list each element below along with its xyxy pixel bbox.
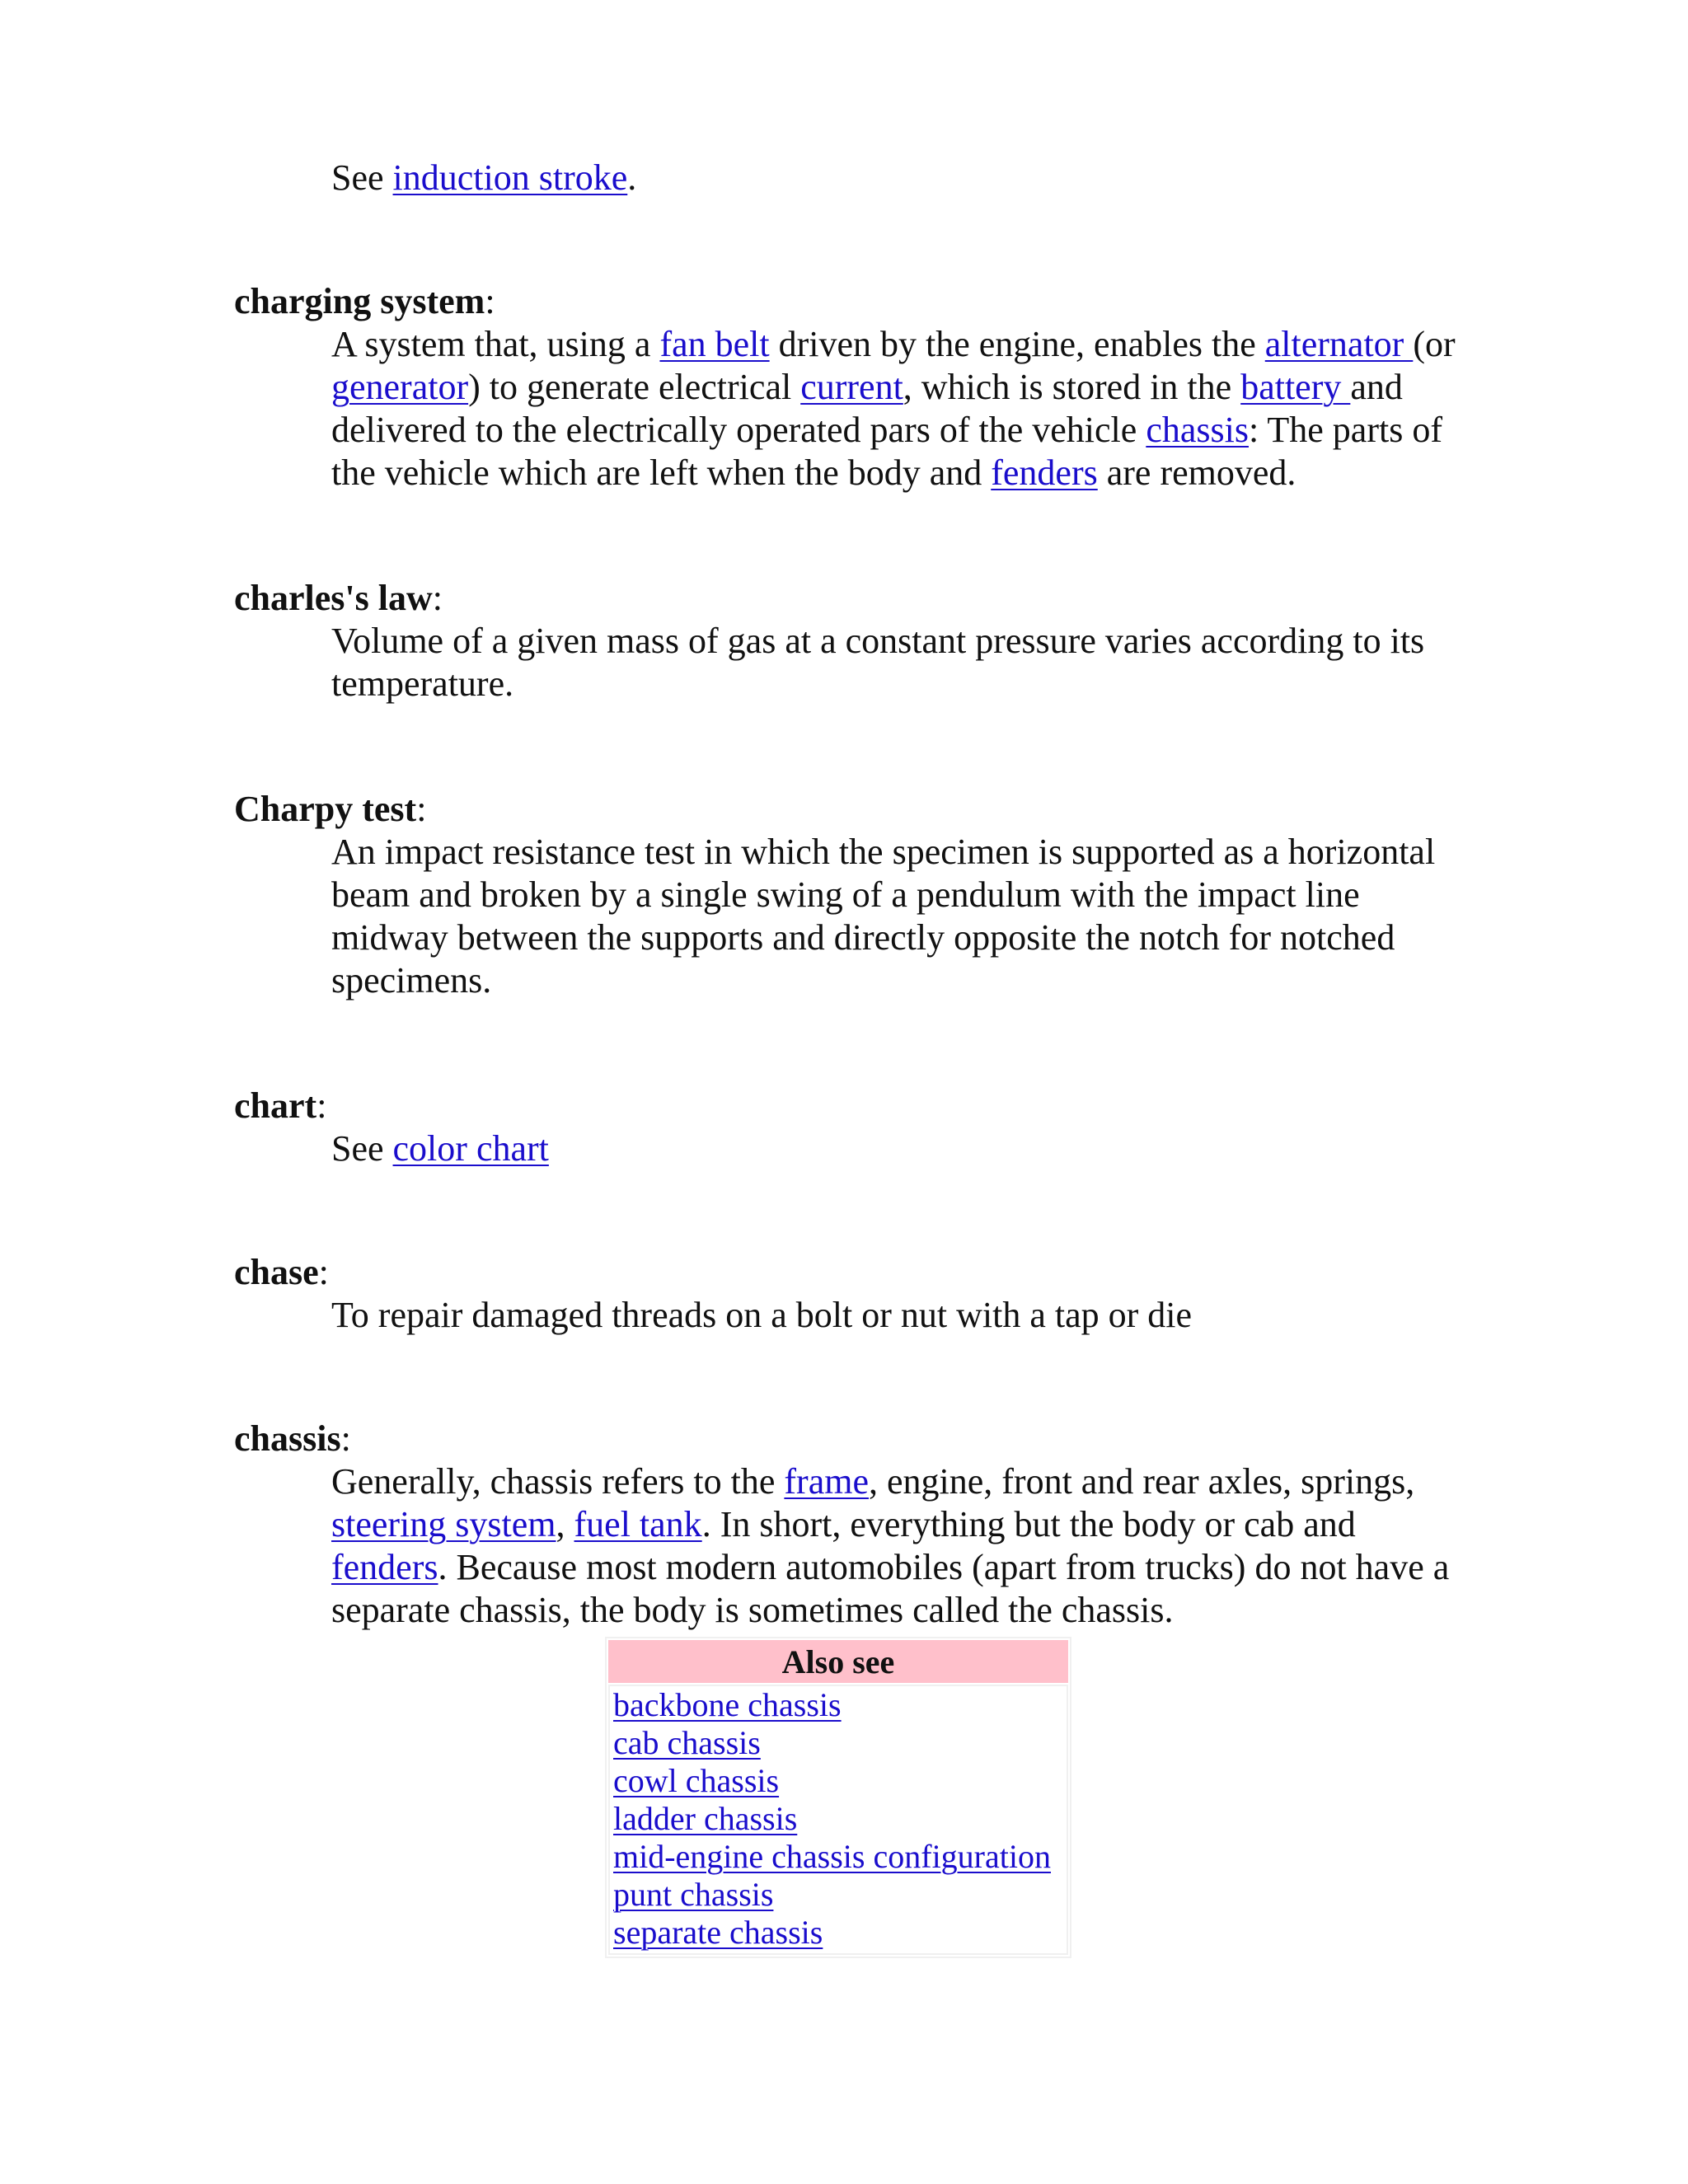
term-text: Charpy test [234,789,417,829]
cab-chassis-link[interactable]: cab chassis [613,1724,761,1761]
list-item [613,1876,1065,1914]
term-chase [234,1251,1470,1294]
term-colon: : [432,578,443,618]
intro-see-line [331,157,636,199]
list-item [613,1762,1065,1800]
fuel-tank-link[interactable]: fuel tank [574,1504,702,1544]
mid-engine-chassis-configuration-link[interactable]: mid-engine chassis configuration [613,1838,1051,1875]
ladder-chassis-link[interactable]: ladder chassis [613,1800,798,1837]
induction-stroke-link[interactable]: induction stroke [392,157,628,198]
also-see-header-row [608,1640,1068,1683]
definition-chassis [331,1460,1470,1632]
term-colon: : [416,789,427,829]
definition-text: ) to generate electrical [468,367,801,407]
color-chart-link[interactable]: color chart [392,1128,549,1169]
term-text: chart [234,1085,317,1126]
entry-charging-system [234,280,1470,494]
fenders-link[interactable]: fenders [991,452,1098,493]
steering-system-link[interactable]: steering system [331,1504,556,1544]
term-charpy-test [234,788,1470,831]
also-see-body-row [608,1685,1068,1955]
list-item [613,1914,1065,1952]
term-colon: : [340,1418,351,1459]
definition-chase: To repair damaged threads on a bolt or nut with a tap or die [331,1295,1193,1335]
list-item [613,1800,1065,1838]
entry-charpy-test [234,788,1470,1002]
term-colon: : [318,1252,329,1292]
glossary-entries [234,280,1470,2041]
term-charging-system [234,280,1470,323]
generator-link[interactable]: generator [331,367,469,407]
definition-charles-law: Volume of a given mass of gas at a constant pressure varies according to its temperature. [331,621,1425,704]
entry-chase [234,1251,1470,1337]
also-see-list [613,1686,1065,1952]
definition-text: , which is stored in the [903,367,1241,407]
battery-link[interactable]: battery [1240,367,1351,407]
entry-chassis [234,1418,1470,1958]
list-item [613,1838,1065,1876]
definition-text: , engine, front and rear axles, springs, [868,1461,1415,1502]
entry-charles-law [234,577,1470,705]
cowl-chassis-link[interactable]: cowl chassis [613,1762,780,1799]
definition-text: , [556,1504,574,1544]
separate-chassis-link[interactable]: separate chassis [613,1914,823,1951]
definition-chart [331,1127,1470,1170]
chassis-link[interactable]: chassis [1146,410,1249,450]
intro-prefix: See [331,157,393,198]
punt-chassis-link[interactable]: punt chassis [613,1876,774,1913]
term-chassis [234,1418,1470,1460]
term-text: charging system [234,281,485,321]
term-text: charles's law [234,578,433,618]
term-text: chassis [234,1418,341,1459]
alternator-link[interactable]: alternator [1264,324,1414,364]
entry-chart [234,1085,1470,1170]
current-link[interactable]: current [800,367,903,407]
term-text: chase [234,1252,319,1292]
intro-suffix: . [627,157,637,198]
definition-text: and delivered to the electrically operated pars of the vehicle [331,367,1403,450]
term-colon: : [316,1085,327,1126]
definition-text: : The parts of the vehicle which are left when the body and [331,410,1442,493]
list-item [613,1724,1065,1762]
backbone-chassis-link[interactable]: backbone chassis [613,1686,842,1723]
definition-text: driven by the engine, enables the [769,324,1265,364]
list-item [613,1686,1065,1724]
definition-charpy-test: An impact resistance test in which the specimen is supported as a horizontal beam and broken by a single swing of a pendulum with the impact line midway between the supports and directly opposite the notch for notched specimens. [331,832,1436,1001]
frame-link[interactable]: frame [784,1461,869,1502]
fenders-link[interactable]: fenders [331,1547,438,1587]
also-see-table [605,1637,1071,1958]
term-colon: : [485,281,495,321]
definition-text: (or [1413,324,1456,364]
term-charles-law [234,577,1470,620]
fan-belt-link[interactable]: fan belt [659,324,770,364]
definition-text: . In short, everything but the body or cab and [701,1504,1356,1544]
definition-text: A system that, using a [331,324,660,364]
definition-text: Generally, chassis refers to the [331,1461,785,1502]
also-see-cell [608,1685,1068,1955]
definition-text: . Because most modern automobiles (apart from trucks) do not have a separate chassis, the body is sometimes called the chassis. [331,1547,1450,1630]
definition-charging-system [331,323,1470,494]
definition-text: are removed. [1097,452,1296,493]
definition-text: See [331,1128,393,1169]
term-chart [234,1085,1470,1127]
also-see-header: Also see [608,1640,1068,1683]
